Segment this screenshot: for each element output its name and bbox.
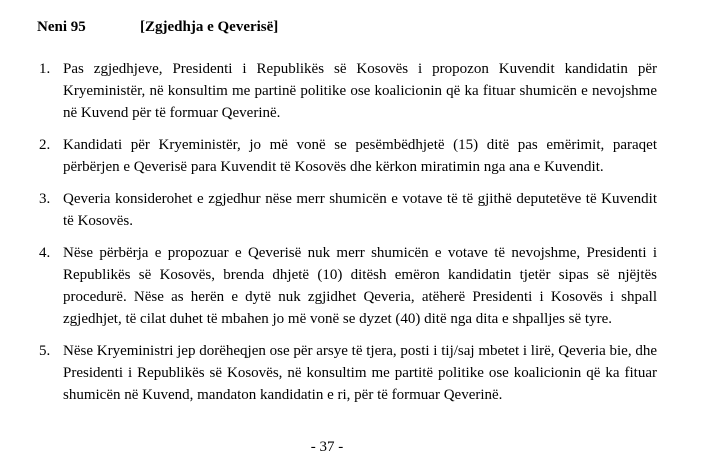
article-number: Neni 95	[37, 19, 86, 35]
clause-list	[37, 58, 657, 406]
clause-number: 1.	[39, 61, 51, 77]
clause-item-4	[37, 242, 657, 330]
clause-text: Nëse Kryeministri jep dorëheqjen ose për arsye të tjera, posti i tij/saj mbetet i lirë, Qeveria bie, dhe Presidenti i Republikës së Kosovës, në konsultim me partitë politike ose koalicionin që ka fituar shumicën në Kuvend, mandaton kandidatin e ri, për të formuar Qeverinë.	[63, 343, 657, 403]
clause-number: 3.	[39, 191, 51, 207]
clause-number: 2.	[39, 137, 51, 153]
article-heading	[37, 16, 657, 38]
clause-item-1	[37, 58, 657, 124]
clause-item-2	[37, 134, 657, 178]
clause-text: Nëse përbërja e propozuar e Qeverisë nuk merr shumicën e votave të nevojshme, Presidenti i Republikës së Kosovës, brenda dhjetë (10) ditësh emëron kandidatin tjetër sipas së njëjtës procedurë. Nëse as herën e dytë nuk zgjidhet Qeveria, atëherë Presidenti i Kosovës i shpall zgjedhjet, të cilat duhet të mbahen jo më vonë se dyzet (40) ditë nga dita e shpalljes së tyre.	[63, 245, 657, 327]
clause-item-5	[37, 340, 657, 406]
clause-text: Pas zgjedhjeve, Presidenti i Republikës së Kosovës i propozon Kuvendit kandidatin për Kryeministër, në konsultim me partinë politike ose koalicionin që ka fituar shumicën e nevojshme në Kuvend për të formuar Qeverinë.	[63, 61, 657, 121]
article-title: [Zgjedhja e Qeverisë]	[140, 19, 279, 35]
page-number: - 37 -	[310, 439, 344, 455]
clause-text: Qeveria konsiderohet e zgjedhur nëse merr shumicën e votave të të gjithë deputetëve të Kuvendit të Kosovës.	[63, 191, 657, 229]
clause-text: Kandidati për Kryeministër, jo më vonë se pesëmbëdhjetë (15) ditë pas emërimit, paraqet përbërjen e Qeverisë para Kuvendit të Kosovës dhe kërkon miratimin nga ana e Kuvendit.	[63, 137, 657, 175]
clause-number: 5.	[39, 343, 51, 359]
clause-item-3	[37, 188, 657, 232]
clause-number: 4.	[39, 245, 51, 261]
